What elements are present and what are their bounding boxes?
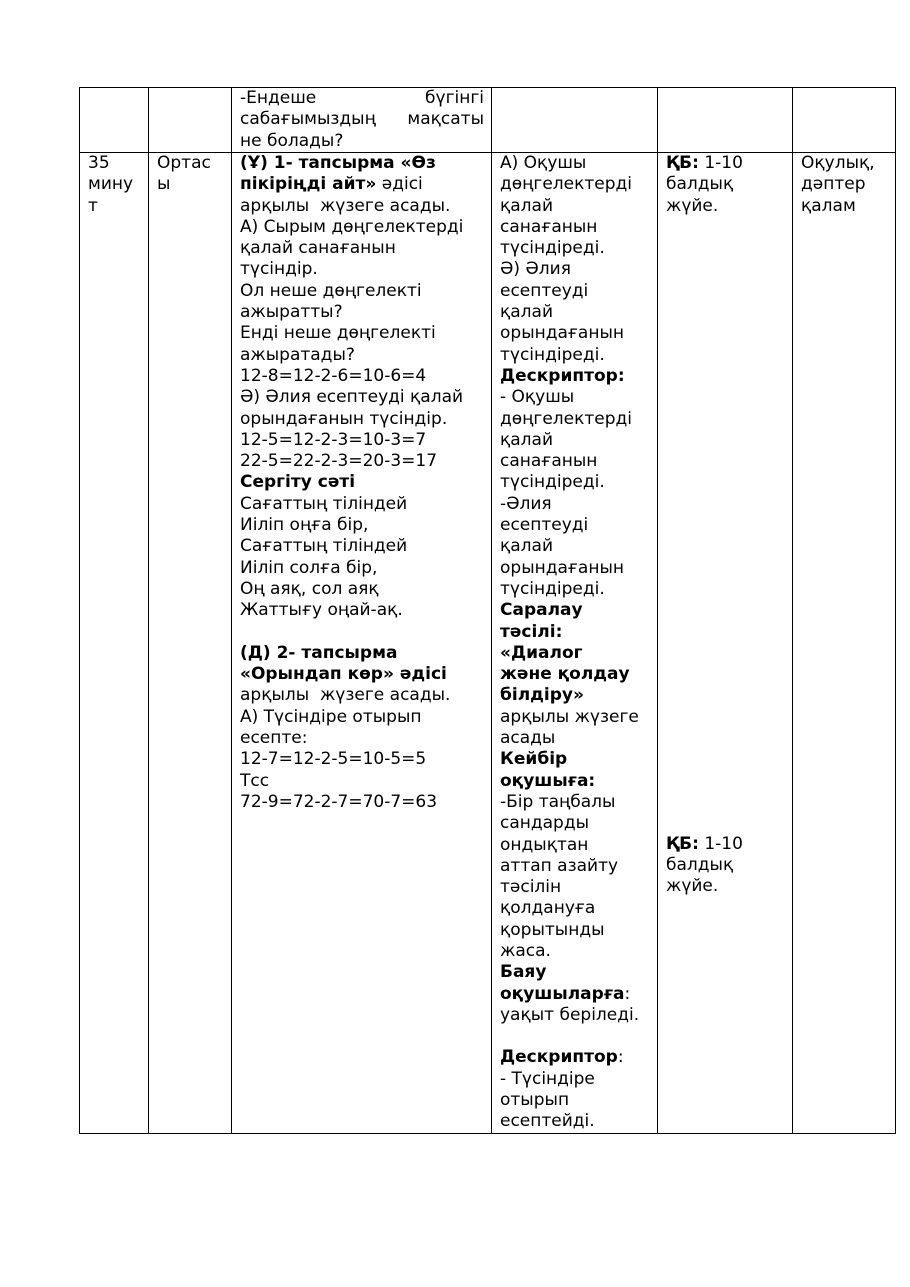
differentiation-heading: және қолдау [500,664,630,685]
text-line: 22-5=22-2-3=20-3=17 [240,451,438,472]
differentiation-heading: «Диалог [500,642,583,663]
text-line: санағанын [500,216,598,237]
assessment-value: 1-10 [698,833,743,854]
text-line: Ә) Әлия есептеуді қалай [240,387,464,408]
assessment-label: ҚБ: [666,833,699,854]
text-line: -Ендеше бүгінгі [240,88,484,108]
text-line: - Оқушы [500,387,575,408]
table-row [80,88,896,153]
text-line: қалай санағанын [240,238,396,259]
text-line: -Бір таңбалы [500,791,616,812]
break-heading: Сергіту сәті [240,472,356,493]
text-line: дәптер [801,174,866,195]
task2-heading: (Д) 2- тапсырма [240,642,398,663]
text-line: арқылы жүзеге [500,706,639,727]
text-line: Оқулық, [801,153,875,173]
text-line: түсіндіреді. [500,578,605,599]
text-line: тәсілін [500,877,562,898]
teacher-activity-cell [232,88,492,153]
text-line: түсіндіреді. [500,472,605,493]
text-line: санағанын [500,451,598,472]
text-line: есептеуді [500,280,589,301]
text-line: орындағанын [500,323,625,344]
text-line: қолдануға [500,898,596,919]
stage-cell-empty [149,88,232,153]
text-line: Оң аяқ, сол аяқ [240,578,379,599]
time-cell [80,153,149,1134]
slow-students-heading: оқушыларға [500,983,625,1004]
task1-heading: (Ұ) 1- тапсырма «Өз [240,153,436,173]
text-line: Енді неше дөңгелекті [240,323,436,344]
resources-cell [793,153,896,1134]
some-students-heading: Кейбір [500,749,568,770]
text-line: не болады? [240,130,344,151]
text-line: орындағанын түсіндір. [240,408,448,429]
text-line: әдісі [376,174,423,195]
assessment-value: 1-10 [698,153,743,173]
text-line: жүйе. [666,195,719,216]
text-line: қалай [500,302,554,323]
differentiation-heading: Саралау [500,600,583,621]
text-line: Иіліп солға бір, [240,557,378,578]
text-line: 12-5=12-2-3=10-3=7 [240,429,427,450]
text-line: А) Сырым дөңгелектерді [240,216,464,237]
text-line: орындағанын [500,557,625,578]
text-line: асады [500,728,556,749]
differentiation-heading: білдіру» [500,685,584,706]
stage-cell [149,153,232,1134]
text-line: қорытынды [500,919,605,940]
text-line: ы [157,174,171,195]
text-line: Жаттығу оңай-ақ. [240,600,403,621]
text-line: ондықтан [500,834,589,855]
text-line: Иіліп оңға бір, [240,515,369,536]
text-line: қалам [801,195,856,216]
text-line: 72-9=72-2-7=70-7=63 [240,791,438,812]
text-line: есептейді. [500,1111,595,1132]
text-line: : [624,983,631,1004]
task2-heading: «Орындап көр» әдісі [240,664,447,685]
assessment-cell [658,153,793,1134]
assessment-cell-empty [658,88,793,153]
text-line: арқылы жүзеге асады. [240,195,451,216]
text-line: арқылы жүзеге асады. [240,685,451,706]
text-line: А) Түсіндіре отырып [240,706,422,727]
text-line: түсіндір. [240,259,318,280]
text-line: ажыратты? [240,302,343,323]
text-line: дөңгелектерді [500,174,632,195]
text-line: түсіндіреді. [500,238,605,259]
student-activity-cell-empty [492,88,658,153]
text-line: : [617,1047,624,1068]
text-line: аттап азайту [500,855,619,876]
text-line: қалай [500,429,554,450]
descriptor-heading: Дескриптор [500,1047,618,1068]
text-line: түсіндіреді. [500,344,605,365]
text-line: 35 [88,153,110,173]
text-line: қалай [500,536,554,557]
text-line: Ол неше дөңгелекті [240,280,422,301]
text-line: отырып [500,1090,570,1111]
differentiation-heading: тәсілі: [500,621,563,642]
text-line: балдық [666,855,734,876]
text-line: дөңгелектерді [500,408,632,429]
resources-cell-empty [793,88,896,153]
text-line: Сағаттың тіліндей [240,493,408,514]
text-line: есепте: [240,728,308,749]
text-line: есептеуді [500,515,589,536]
text-line: 12-7=12-2-5=10-5=5 [240,749,427,770]
text-line: сабағымыздың мақсаты [240,109,484,130]
student-activity-cell [492,153,658,1134]
text-line: қалай [500,195,554,216]
table-row [80,153,896,1134]
some-students-heading: оқушыға: [500,770,596,791]
teacher-activity-cell [232,153,492,1134]
text-line: балдық [666,174,734,195]
text-line: Ә) Әлия [500,259,571,280]
text-line: уақыт беріледі. [500,1004,640,1025]
text-line: Ортас [157,153,211,173]
assessment-label: ҚБ: [666,153,699,173]
task1-heading: пікіріңді айт» [240,174,377,195]
text-line: т [88,195,98,216]
time-cell-empty [80,88,149,153]
slow-students-heading: Баяу [500,962,547,983]
text-line: мину [88,174,134,195]
text-line: Тсс [240,770,270,791]
text-line: сандарды [500,813,590,834]
text-line: 12-8=12-2-6=10-6=4 [240,365,427,386]
lesson-plan-table [79,87,896,1134]
descriptor-heading: Дескриптор: [500,365,625,386]
text-line: жаса. [500,940,551,961]
text-line: - Түсіндіре [500,1068,595,1089]
text-line: ажыратады? [240,344,355,365]
text-line: жүйе. [666,876,719,897]
text-line: А) Оқушы [500,153,587,173]
text-line: -Әлия [500,493,552,514]
text-line: Сағаттың тіліндей [240,536,408,557]
